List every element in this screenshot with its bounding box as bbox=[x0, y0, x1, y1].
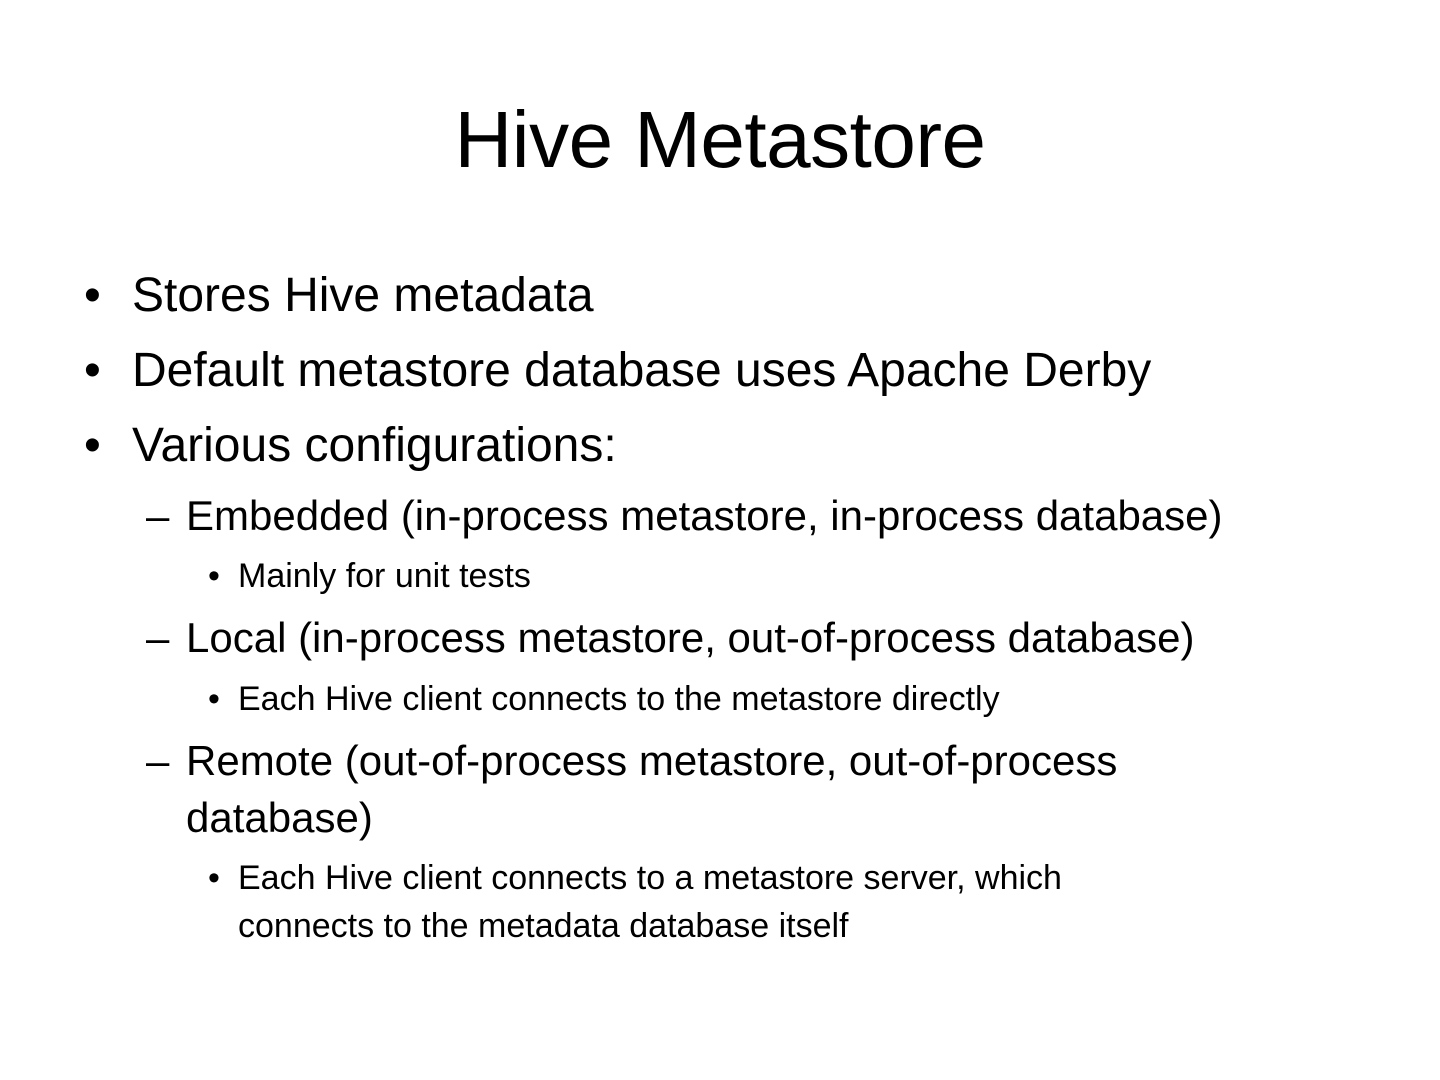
config-text-line2: database) bbox=[186, 794, 373, 841]
config-text: Local (in-process metastore, out-of-process database) bbox=[186, 614, 1195, 661]
bullet-marker: • bbox=[84, 269, 101, 322]
dash-marker: – bbox=[146, 492, 170, 539]
bullet-marker: • bbox=[208, 680, 220, 718]
config-sub-text-line2: connects to the metadata database itself bbox=[238, 907, 849, 945]
bullet-marker: • bbox=[208, 557, 220, 595]
dash-marker: – bbox=[146, 614, 170, 661]
bullet-text: Various configurations: bbox=[132, 419, 617, 472]
bullet-marker: • bbox=[84, 419, 101, 472]
config-sub-text: Mainly for unit tests bbox=[238, 557, 531, 595]
config-sub-text-line1: Each Hive client connects to a metastore server, which bbox=[238, 859, 1062, 897]
dash-marker: – bbox=[146, 737, 170, 784]
config-text: Embedded (in-process metastore, in-process database) bbox=[186, 492, 1223, 539]
bullet-text: Stores Hive metadata bbox=[132, 269, 594, 322]
bullet-marker: • bbox=[208, 859, 220, 897]
config-text-line1: Remote (out-of-process metastore, out-of-process bbox=[186, 737, 1118, 784]
config-sub-text: Each Hive client connects to the metastore directly bbox=[238, 680, 1000, 718]
bullet-text: Default metastore database uses Apache Derby bbox=[132, 344, 1152, 397]
bullet-marker: • bbox=[84, 344, 101, 397]
slide-title: Hive Metastore bbox=[454, 95, 986, 184]
